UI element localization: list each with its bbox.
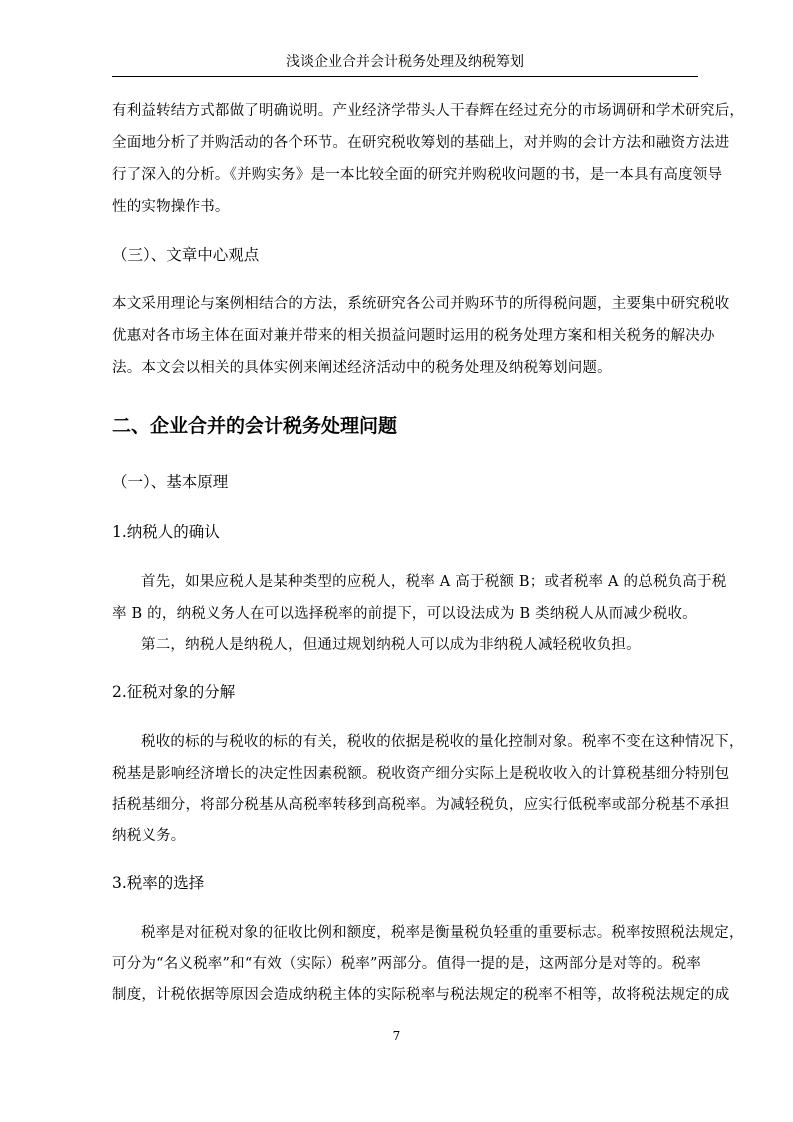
paragraph-line: 全面地分析了并购活动的各个环节。在研究税收筹划的基础上，对并购的会计方法和融资方法进 [112, 135, 730, 151]
running-header: 浅谈企业合并会计税务处理及纳税筹划 [286, 54, 524, 70]
paragraph-line: 首先，如果应税人是某种类型的应税人，税率 A 高于税额 B；或者税率 A 的总税负高于税 [141, 574, 727, 590]
paragraph-line: 税基是影响经济增长的决定性因素税额。税收资产细分实际上是税收收入的计算税基细分特别包 [112, 766, 730, 782]
paragraph-line: 有利益转结方式都做了明确说明。产业经济学带头人干春辉在经过充分的市场调研和学术研究后， [112, 103, 745, 119]
header-rule [112, 76, 698, 77]
paragraph-line: 本文采用理论与案例相结合的方法，系统研究各公司并购环节的所得税问题，主要集中研究税收 [112, 296, 730, 312]
section-heading: （一）、基本原理 [112, 473, 229, 491]
subsection-heading: 1.纳税人的确认 [112, 523, 220, 541]
paragraph-line: 行了深入的分析。《并购实务》是一本比较全面的研究并购税收问题的书，是一本具有高度领导 [112, 167, 723, 183]
paragraph-line: 制度，计税依据等原因会造成纳税主体的实际税率与税法规定的税率不相等，故将税法规定的成 [112, 987, 730, 1003]
section-heading: （三）、文章中心观点 [112, 246, 260, 264]
paragraph-line: 可分为“名义税率”和“有效（实际）税率”两部分。值得一提的是，这两部分是对等的。税率 [112, 956, 702, 972]
paragraph-line: 性的实物操作书。 [112, 199, 230, 215]
paragraph-line: 第二，纳税人是纳税人，但通过规划纳税人可以成为非纳税人减轻税收负担。 [141, 637, 641, 653]
paragraph-line: 率 B 的，纳税义务人在可以选择税率的前提下，可以设法成为 B 类纳税人从而减少税收。 [112, 606, 697, 622]
paragraph-line: 税率是对征税对象的征收比例和额度，税率是衡量税负轻重的重要标志。税率按照税法规定， [141, 925, 744, 941]
subsection-heading: 2.征税对象的分解 [112, 683, 236, 701]
paragraph-line: 纳税义务。 [112, 828, 186, 844]
paragraph-line: 税收的标的与税收的标的有关，税收的依据是税收的量化控制对象。税率不变在这种情况下， [141, 734, 744, 750]
chapter-heading: 二、企业合并的会计税务处理问题 [112, 415, 398, 437]
paragraph-line: 法。本文会以相关的具体实例来阐述经济活动中的税务处理及纳税筹划问题。 [112, 360, 612, 376]
page-number: 7 [392, 1029, 401, 1043]
subsection-heading: 3.税率的选择 [112, 874, 205, 892]
paragraph-line: 括税基细分，将部分税基从高税率转移到高税率。为减轻税负，应实行低税率或部分税基不承担 [112, 797, 730, 813]
paragraph-line: 优惠对各市场主体在面对兼并带来的相关损益问题时运用的税务处理方案和相关税务的解决办 [112, 328, 715, 344]
